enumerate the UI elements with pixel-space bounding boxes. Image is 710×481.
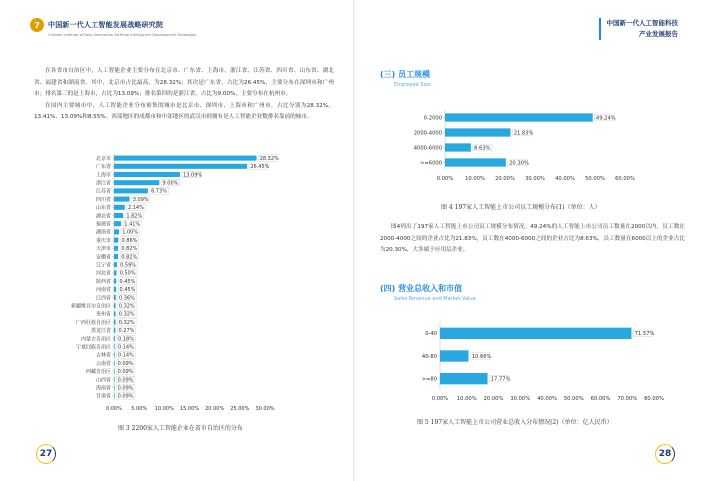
data-label: 0.14% [117,352,134,359]
x-tick-label: 30.00% [255,406,275,412]
bar [440,373,488,384]
category-label: >=6000 [420,160,442,167]
category-label: 安徽省 [95,254,111,261]
x-tick-label: 10.00% [456,396,477,403]
figure-4-caption: 图 4 197家人工智能上市公司员工规模分布(1)（单位：人） [441,204,601,211]
data-label: 0.09% [117,369,134,376]
data-label: 28.32% [259,155,279,162]
data-label: 0.32% [118,319,135,326]
revenue-distribution-chart [395,318,685,410]
data-label: 0.36% [119,295,135,302]
section-3-title: (三) 员工规模 [380,70,431,79]
x-tick-label: 10.00% [465,176,485,183]
data-label: 26.45% [250,164,270,171]
logo-mark-icon: 7 [30,18,44,32]
logo-text: 中国新一代人工智能发展战略研究院 [48,21,164,29]
data-label: 0.45% [119,287,136,294]
x-tick-label: 20.00% [495,176,515,183]
data-label: 3.09% [132,196,149,203]
page-number-right: 28 [655,444,675,464]
category-label: 江苏省 [95,188,111,195]
data-label: 0.14% [117,344,134,351]
data-label: 0.27% [118,328,135,335]
bar [445,143,471,151]
left-body-text [34,66,334,124]
data-label: 0.09% [117,393,134,400]
bar [114,369,115,374]
x-tick-label: 20.00% [483,396,504,403]
page-number-left: 27 [36,444,56,464]
category-label: 海南省 [95,385,111,392]
bar [114,328,115,333]
x-tick-label: 60.00% [615,176,635,183]
bar [114,197,130,202]
category-label: 山东省 [95,205,111,212]
category-label: 西藏自治区 [85,369,111,376]
data-label: 0.45% [119,278,136,285]
bar [114,205,125,210]
category-label: 云南省 [95,360,111,367]
data-label: 1.41% [124,221,141,228]
category-label: 黑龙江省 [90,328,111,335]
category-label: >=80 [421,376,437,383]
category-label: 天津市 [95,246,111,253]
data-label: 9.00% [162,180,179,187]
category-label: 吉林省 [95,352,111,359]
left-paragraph-2: 在国内主要城市中，人工智能企业分布密集的城市是北京市、深圳市、上海市和广州市，占比分别为28.32%、13.41%、13.09%和8.55%。西部地区的成都市和中部地区的武汉市则拥有是人工智能企业数排名靠前的城市。 [34,102,334,121]
institute-logo [30,18,163,32]
x-tick-label: 50.00% [563,396,584,403]
x-tick-label: 60.00% [590,396,611,403]
bar [114,213,123,218]
data-label: 0.09% [117,377,134,384]
x-tick-label: 15.00% [179,406,200,412]
category-label: 4000-6000 [413,145,442,152]
category-label: 湖北省 [95,213,111,220]
data-label: 10.66% [471,353,492,360]
category-label: 北京市 [95,155,111,162]
category-label: 上海市 [95,172,111,179]
bar [445,158,506,166]
category-label: 2000-4000 [413,130,442,137]
x-tick-label: 20.00% [205,406,225,412]
category-label: 新疆维吾尔自治区 [70,303,111,310]
bar [114,221,121,226]
bar [114,164,247,169]
data-label: 1.82% [126,213,143,220]
province-distribution-chart [40,150,330,418]
figure-5-caption: 图 5 197家人工智能上市公司营业总收入分布情况(2)（单位：亿人民币） [417,419,613,426]
report-header [599,18,679,40]
category-label: 河北省 [95,270,111,277]
logo-subtitle: Chinese Institute of New Generation Artificial Intelligence Development Strategies [48,33,197,37]
category-label: 重庆市 [95,237,111,244]
figure-3-caption: 图 3 2200家人工智能企业在省市自治区的分布 [118,425,243,432]
data-label: 0.09% [117,360,134,367]
bar [440,328,631,339]
data-label: 0.09% [117,385,134,392]
x-tick-label: 25.00% [230,406,250,412]
category-label: 江西省 [95,295,111,302]
bar [445,128,510,136]
data-label: 0.59% [120,262,137,269]
x-tick-label: 5.00% [131,406,148,412]
category-label: 四川省 [95,196,111,203]
category-label: 贵州省 [95,311,111,318]
category-label: 0-40 [425,331,437,338]
report-title-line-1: 中国新一代人工智能科技 [606,19,678,27]
bar [114,270,117,275]
x-tick-label: 10.00% [154,406,174,412]
category-label: 湖南省 [95,229,111,236]
category-label: 浙江省 [95,180,111,187]
x-tick-label: 40.00% [555,176,575,183]
bar [440,350,469,361]
data-label: 1.00% [122,229,139,236]
category-label: 山西省 [95,377,111,384]
data-label: 0.32% [118,303,135,310]
category-label: 福建省 [95,221,111,228]
x-tick-label: 0.00% [431,396,449,403]
bar [445,113,593,121]
category-label: 广东省 [95,164,111,171]
bar [114,385,115,390]
x-tick-label: 30.00% [510,396,531,403]
bar [114,295,116,300]
category-label: 宁夏回族自治区 [75,344,111,351]
right-body-text [380,222,685,257]
data-label: 0.32% [118,311,135,318]
x-tick-label: 50.00% [585,176,605,183]
data-label: 8.63% [474,145,491,152]
bar [114,344,115,349]
x-tick-label: 80.00% [644,396,664,403]
data-label: 13.09% [183,172,203,179]
employee-size-chart [395,106,685,190]
bar [114,172,180,177]
category-label: 广西壮族自治区 [75,319,111,326]
bar [114,336,115,341]
bar [114,352,115,357]
bar [114,254,118,259]
section-4-subtitle: Sales Revenue and Market Value [394,296,476,302]
category-label: 河南省 [95,287,111,294]
bar [114,377,115,382]
data-label: 0.18% [118,336,134,343]
data-label: 20.30% [509,160,529,167]
x-tick-label: 0.00% [106,406,122,412]
data-label: 17.77% [490,376,511,383]
bar [114,180,159,185]
data-label: 0.82% [121,246,138,253]
bar [114,279,116,284]
x-tick-label: 40.00% [537,396,557,403]
bar [114,303,116,308]
bar [114,393,115,398]
x-tick-label: 0.00% [436,176,454,183]
bar [114,246,118,251]
section-4-title: (四) 营业总收入和市值 [380,284,463,293]
category-label: 0-2000 [423,115,442,122]
data-label: 0.50% [119,270,136,277]
data-label: 71.57% [634,331,655,338]
bar [114,156,257,161]
bar [114,262,117,267]
data-label: 49.24% [595,115,616,122]
section-3-subtitle: Employee Size [394,82,431,88]
category-label: 陕西省 [95,278,111,285]
bar [114,311,116,316]
left-paragraph-1: 在各省市自治区中，人工智能企业主要分布在北京市、广东省、上海市、浙江省、江苏省、四川省、山东省、湖北省、福建省和湖南省。其中，北京市占比最高，为28.32%；其次是广东省，占比为26.45%，主要分布在深圳市和广州市；排名第三的是上海市，占比为13.09%；排名第四的是浙江省，占比为9.00%，主要分布在杭州市。 [34,68,334,98]
category-label: 内蒙古自治区 [80,336,111,343]
bar [114,238,118,243]
bar [114,361,115,366]
data-label: 2.14% [127,205,144,212]
category-label: 甘肃省 [95,393,111,400]
bar [114,188,148,193]
figure-4-paragraph: 图4列出了197家人工智能上市公司员工规模分布情况。49.24%的人工智能上市公司员工数量在2000以内，员工数在2000-4000之间的企业占比为21.83%，员工数在4000-6000之间的企业占比为8.63%，员工数量在6000以上的企业占比为20.30%，大多属于应用层企业。 [380,224,685,254]
bar [114,229,119,234]
data-label: 0.82% [121,254,138,261]
bar [114,287,116,292]
data-label: 21.83% [513,130,534,137]
x-tick-label: 30.00% [525,176,545,183]
data-label: 6.73% [151,188,167,195]
category-label: 辽宁省 [95,262,111,269]
right-page [355,0,710,481]
bar [114,320,116,325]
x-tick-label: 70.00% [617,396,638,403]
category-label: 40-80 [421,353,437,360]
report-title-line-2: 产业发展报告 [639,30,678,38]
data-label: 0.86% [121,237,138,244]
